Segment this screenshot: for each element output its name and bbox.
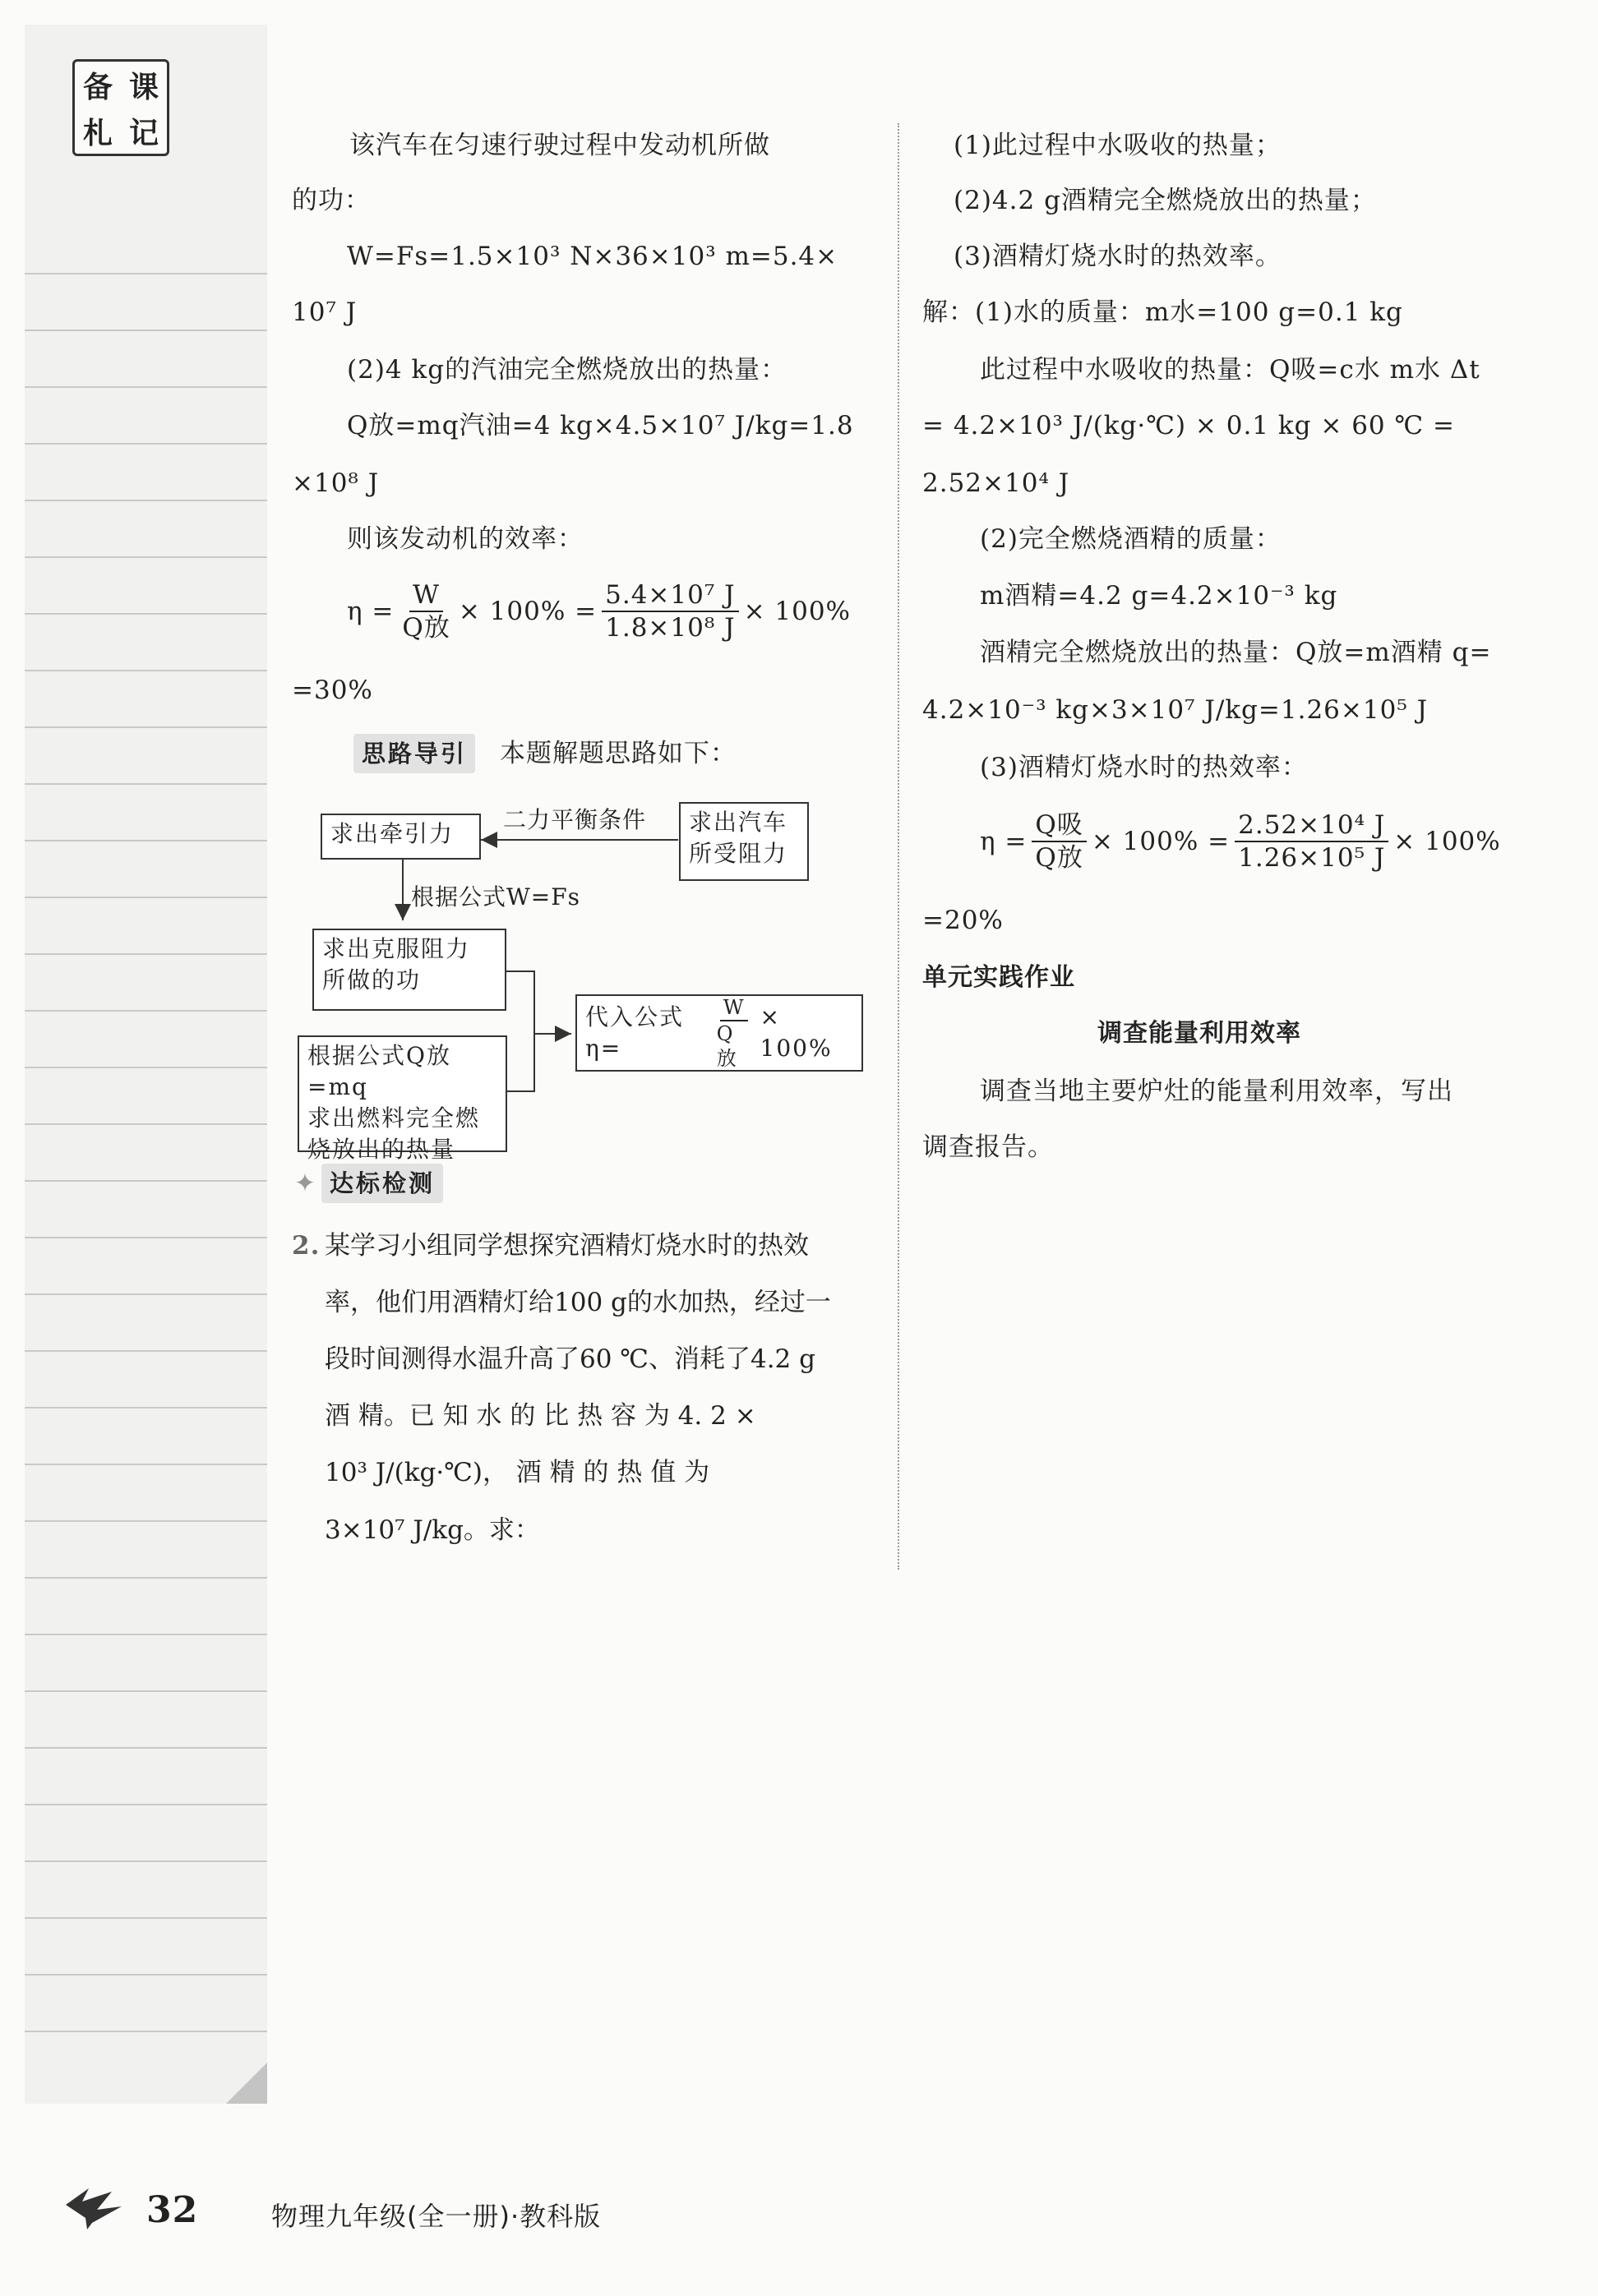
thinking-guide-row — [353, 734, 737, 773]
solution-line: = 4.2×10³ J/(kg·℃) × 0.1 kg × 60 ℃ = — [922, 411, 1456, 440]
efficiency-result-2: =20% — [922, 906, 1004, 935]
notes-seal-logo — [72, 59, 169, 156]
flow-box-work: 求出克服阻力 所做的功 — [312, 929, 506, 1011]
book-title: 物理九年级(全一册)·教科版 — [271, 2201, 602, 2232]
seal-char: 备 — [82, 70, 113, 104]
paragraph-work-intro: 该汽车在匀速行驶过程中发动机所做 — [349, 131, 770, 160]
work-formula-line2: 10⁷ J — [292, 297, 358, 327]
note-margin — [25, 25, 267, 2104]
question-line: 率，他们用酒精灯给100 g的水加热，经过一 — [325, 1288, 831, 1317]
flow-box-efficiency: 代入公式η= $\frac{W}{\text{Q放}}$ × 100% — [575, 994, 863, 1072]
solution-line: (3)酒精灯烧水时的热效率： — [980, 753, 1308, 782]
flow-box-traction-force: 求出牵引力 — [321, 814, 481, 860]
bird-logo-icon — [64, 2182, 128, 2231]
check-section-header — [294, 1164, 443, 1203]
fraction-qabs-over-q: $\frac{\text{Q吸}}{\text{Q放}}$ — [1032, 809, 1086, 874]
unit-text: 调查当地主要炉灶的能量利用效率，写出 — [980, 1077, 1453, 1106]
eta-tail: × 100% — [743, 597, 852, 626]
seal-char: 记 — [128, 116, 159, 150]
flow-box-fuel-heat: 根据公式Q放=mq 求出燃料完全燃 烧放出的热量 — [298, 1035, 507, 1152]
flow-eta-fraction: $\frac{W}{\text{Q放}}$ — [714, 995, 755, 1071]
solution-line: 此过程中水吸收的热量：Q吸=c水 m水 Δt — [980, 355, 1480, 385]
flow-label-balance: 二力平衡条件 — [503, 806, 647, 833]
question-line: 酒 精。已 知 水 的 比 热 容 为 4. 2 × — [325, 1401, 756, 1431]
unit-title: 调查能量利用效率 — [1097, 1019, 1301, 1048]
thinking-guide-badge: 思路导引 — [353, 734, 475, 773]
efficiency-equation-2: η = $\frac{\text{Q吸}}{\text{Q放}}$ × 100% = $\frac{\text{2.52×10⁴ J}}{\text{1.26×10⁵ J}}$ × 100% — [980, 810, 1501, 873]
solution-line: 4.2×10⁻³ kg×3×10⁷ J/kg=1.26×10⁵ J — [922, 695, 1429, 725]
fraction-w-over-q: $\frac{W}{\text{Q放}}$ — [402, 580, 450, 643]
solution-line: (2)完全燃烧酒精的质量： — [980, 524, 1282, 554]
ask-item: (2)4.2 g酒精完全燃烧放出的热量； — [954, 186, 1377, 215]
thinking-guide-text: 本题解题思路如下： — [500, 739, 737, 768]
work-formula-line1: W=Fs=1.5×10³ N×36×10³ m=5.4× — [347, 242, 838, 271]
ask-item: (3)酒精灯烧水时的热效率。 — [954, 242, 1282, 271]
question-number: 2. — [292, 1231, 321, 1261]
solution-line: 酒精完全燃烧放出的热量：Q放=m酒精 q= — [980, 638, 1492, 667]
column-divider — [898, 123, 899, 1570]
unit-heading: 单元实践作业 — [922, 963, 1075, 992]
question-line: 段时间测得水温升高了60 ℃、消耗了4.2 g — [325, 1344, 815, 1374]
solution-line: 解：(1)水的质量：m水=100 g=0.1 kg — [922, 297, 1403, 327]
efficiency-intro: 则该发动机的效率： — [347, 524, 584, 554]
question-line: 某学习小组同学想探究酒精灯烧水时的热效 — [325, 1231, 809, 1261]
fraction-values-2: $\frac{\text{2.52×10⁴ J}}{\text{1.26×10⁵ J}}$ — [1235, 809, 1388, 874]
question-line: 10³ J/(kg·℃)， 酒 精 的 热 值 为 — [325, 1458, 710, 1487]
eta-mid: × 100% = — [458, 597, 598, 626]
unit-text: 调查报告。 — [922, 1132, 1054, 1162]
heat-formula-line1: Q放=mq汽油=4 kg×4.5×10⁷ J/kg=1.8 — [347, 411, 854, 440]
efficiency-result: =30% — [292, 675, 373, 705]
fraction-values: $\frac{\text{5.4×10⁷ J}}{\text{1.8×10⁸ J}}$ — [602, 579, 738, 643]
solution-line: m酒精=4.2 g=4.2×10⁻³ kg — [980, 581, 1338, 611]
check-badge: 达标检测 — [321, 1164, 443, 1203]
efficiency-equation — [347, 579, 851, 643]
ask-item: (1)此过程中水吸收的热量； — [954, 131, 1282, 160]
flow-box-resistance: 求出汽车 所受阻力 — [679, 802, 809, 881]
question-line: 3×10⁷ J/kg。求： — [325, 1515, 540, 1545]
solution-line: 2.52×10⁴ J — [922, 468, 1070, 498]
note-lines — [25, 218, 267, 2054]
heat-formula-line2: ×10⁸ J — [292, 468, 380, 498]
seal-char: 课 — [128, 70, 159, 104]
flow-label-formula-w: 根据公式W=Fs — [411, 883, 581, 911]
seal-char: 札 — [82, 116, 113, 150]
eta-lhs: η = — [347, 597, 395, 626]
page-number: 32 — [146, 2189, 199, 2231]
paragraph-work-intro-cont: 的功： — [292, 186, 371, 215]
page-corner-mark — [226, 2063, 267, 2104]
fuel-heat-intro: (2)4 kg的汽油完全燃烧放出的热量： — [347, 355, 787, 385]
diamond-icon: ✦ — [294, 1169, 316, 1198]
